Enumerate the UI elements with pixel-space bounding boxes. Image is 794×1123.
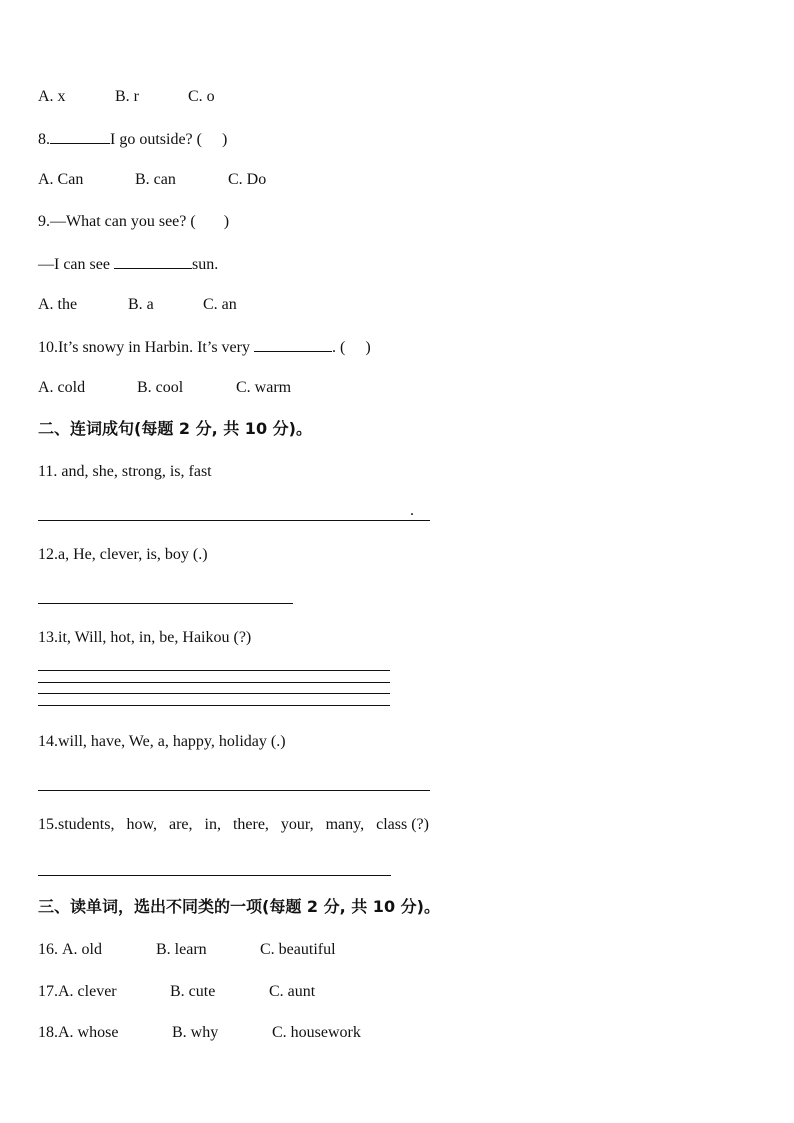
q17-option-c: C. aunt [269,983,316,1000]
q8-close-paren: ) [221,131,228,148]
q16-option-c: C. beautiful [260,941,336,958]
section-2-heading: 二、连词成句(每题 2 分, 共 10 分)。 [38,419,312,438]
q9-line2-post: sun. [191,256,219,273]
q17-option-a: A. clever [58,983,117,1000]
q10-option-c: C. warm [236,379,292,396]
q8-text: I go outside? ( [110,131,202,148]
q13-answer-line-2 [38,682,390,683]
q8-answer-blank [50,129,110,144]
q13-answer-line-3 [38,693,390,694]
q17-question [38,982,315,1002]
q18-question [38,1023,361,1043]
q9-line2-pre: —I can see [38,256,110,273]
q17-number: 17. [38,983,58,1000]
q11-prompt: 11. and, she, strong, is, fast [38,463,212,480]
q8-number: 8. [38,131,50,148]
q8-options [38,170,266,190]
q9-line1: 9.—What can you see? ( [38,213,196,230]
q14-answer-line [38,790,430,791]
q9-answer-line [38,254,218,274]
q11-answer-line [38,520,430,521]
q7-options [38,87,215,107]
q13-prompt: 13.it, Will, hot, in, be, Haikou (?) [38,629,252,646]
q10-text: 10.It’s snowy in Harbin. It’s very [38,339,250,356]
q17-option-b: B. cute [170,983,216,1000]
q10-options [38,378,291,398]
q9-option-c: C. an [203,296,237,313]
q18-number: 18. [38,1024,58,1041]
q13-answer-line-1 [38,670,390,671]
q10-option-b: B. cool [137,379,184,396]
q7-option-c: C. o [188,88,215,105]
q9-options [38,295,237,315]
q9-close-paren: ) [223,213,230,230]
q10-answer-blank [254,337,332,352]
q7-option-b: B. r [115,88,139,105]
q7-option-a: A. x [38,88,66,105]
q10-option-a: A. cold [38,379,86,396]
q15-answer-line [38,875,391,876]
q9-answer-blank [114,254,192,269]
q10-question [38,337,371,357]
q8-option-b: B. can [135,171,176,188]
q10-close-paren: ) [365,339,371,356]
q10-tail: . ( [331,339,346,356]
q13-answer-line-4 [38,705,390,706]
q18-option-a: A. whose [58,1024,119,1041]
q15-prompt: 15.students, how, are, in, there, your, many, class (?) [38,816,429,833]
q9-option-a: A. the [38,296,78,313]
q9-option-b: B. a [128,296,154,313]
q16-option-b: B. learn [156,941,207,958]
q16-option-a: A. old [62,941,102,958]
q18-option-b: B. why [172,1024,219,1041]
q18-option-c: C. housework [272,1024,361,1041]
q11-end-mark: . [410,502,414,519]
q16-number: 16. [38,941,58,958]
q9-question [38,212,229,232]
q16-question [38,940,336,960]
section-3-heading: 三、读单词，选出不同类的一项(每题 2 分, 共 10 分)。 [38,897,440,916]
q8-question [38,129,227,149]
q14-prompt: 14.will, have, We, a, happy, holiday (.) [38,733,286,750]
q12-answer-line [38,603,293,604]
q12-prompt: 12.a, He, clever, is, boy (.) [38,546,208,563]
q8-option-a: A. Can [38,171,84,188]
q8-option-c: C. Do [228,171,267,188]
